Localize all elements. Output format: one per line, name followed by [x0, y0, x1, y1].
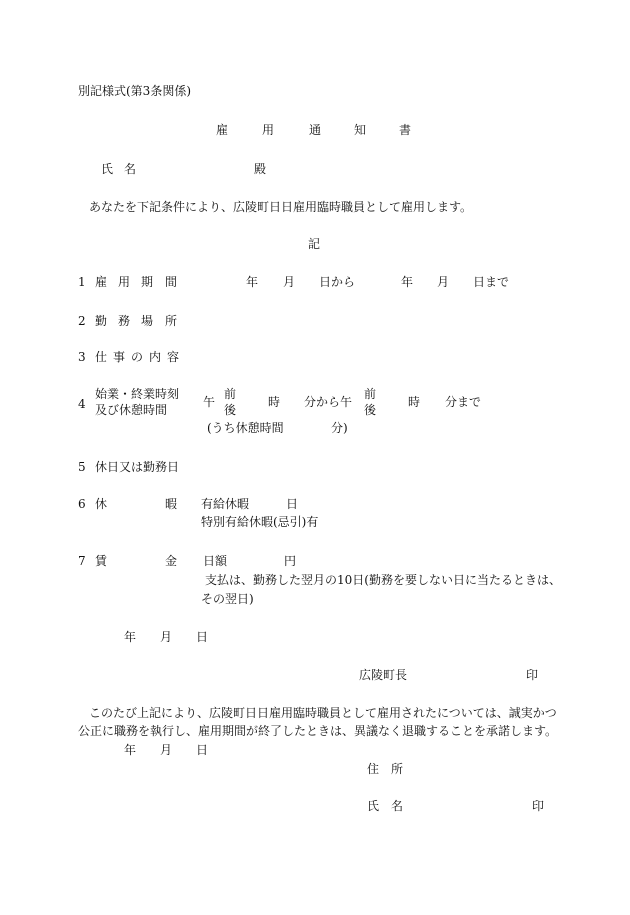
to-month: 月 [437, 275, 450, 289]
from-day: 日から [319, 275, 356, 289]
label-line1: 始業・終業時刻 [95, 387, 180, 401]
date-day: 日 [196, 743, 209, 757]
item-number: 7 [78, 554, 86, 568]
label-char: 休 [95, 497, 108, 511]
paid-leave: 有給休暇 [201, 497, 250, 511]
date-day: 日 [196, 630, 209, 644]
item-number: 4 [78, 397, 86, 411]
intro-text: あなたを下記条件により、広陵町日日雇用臨時職員として雇用します。 [89, 200, 473, 214]
item-label: 休日又は勤務日 [95, 460, 180, 474]
signer-name-label-2: 名 [391, 799, 404, 813]
name-label-1: 氏 [101, 162, 114, 176]
payment-line2: その翌日) [201, 592, 254, 606]
label-char: 勤 [95, 314, 108, 328]
to-day: 日まで [473, 275, 510, 289]
consent-line1: このたび上記により、広陵町日日雇用臨時職員として雇用されたについては、誠実かつ [89, 706, 557, 720]
hour-unit: 時 [408, 395, 421, 409]
label-char: 期 [141, 275, 154, 289]
issuer-title: 広陵町長 [359, 668, 408, 682]
item-number: 5 [78, 460, 86, 474]
to-suffix: 分まで [445, 395, 482, 409]
go-char: 午 [203, 395, 216, 409]
ato-char: 後 [364, 403, 377, 417]
label-char: 務 [118, 314, 131, 328]
signer-seal: 印 [532, 799, 545, 813]
from-month: 月 [283, 275, 296, 289]
consent-line2: 公正に職務を執行し、雇用期間が終了したときは、異議なく退職することを承諾します。 [78, 724, 558, 738]
from-year: 年 [246, 275, 259, 289]
item-number: 6 [78, 497, 86, 511]
honorific: 殿 [254, 162, 267, 176]
label-char: 用 [118, 275, 131, 289]
item-number: 3 [78, 350, 86, 364]
form-label: 別記様式(第3条関係) [78, 84, 191, 98]
label-char: 間 [165, 275, 178, 289]
hour-unit: 時 [268, 395, 281, 409]
label-char: 場 [141, 314, 154, 328]
label-char: 仕 [95, 350, 108, 364]
label-char: 内 [149, 350, 162, 364]
date-month: 月 [160, 743, 173, 757]
from-suffix: 分から午 [304, 395, 353, 409]
item-number: 2 [78, 314, 86, 328]
date-month: 月 [160, 630, 173, 644]
daily-rate-label: 日額 [203, 554, 228, 568]
break-open: (うち休憩時間 [207, 421, 284, 435]
date-year: 年 [124, 743, 137, 757]
title-char: 用 [262, 123, 275, 137]
item-number: 1 [78, 275, 86, 289]
label-char: の [131, 350, 144, 364]
break-close: 分) [331, 421, 348, 435]
label-char: 雇 [95, 275, 108, 289]
ki-heading: 記 [308, 237, 321, 251]
label-char: 賃 [95, 554, 108, 568]
label-char: 金 [165, 554, 178, 568]
ato-char: 後 [224, 403, 237, 417]
label-line2: 及び休憩時間 [95, 403, 168, 417]
zen-char: 前 [224, 387, 237, 401]
signer-name-label-1: 氏 [367, 799, 380, 813]
label-char: 容 [167, 350, 180, 364]
title-char: 知 [354, 123, 367, 137]
label-char: 所 [165, 314, 178, 328]
payment-line1: 支払は、勤務した翌月の10日(勤務を要しない日に当たるときは、 [205, 573, 561, 587]
date-year: 年 [124, 630, 137, 644]
to-year: 年 [401, 275, 414, 289]
title-char: 通 [309, 123, 322, 137]
label-char: 事 [113, 350, 126, 364]
address-label-2: 所 [391, 762, 404, 776]
paid-leave-unit: 日 [286, 497, 299, 511]
title-char: 雇 [216, 123, 229, 137]
special-leave: 特別有給休暇(忌引)有 [201, 515, 319, 529]
name-label-2: 名 [124, 162, 137, 176]
zen-char: 前 [364, 387, 377, 401]
issuer-seal: 印 [526, 668, 539, 682]
label-char: 暇 [165, 497, 178, 511]
address-label-1: 住 [367, 762, 380, 776]
title-char: 書 [399, 123, 412, 137]
yen-unit: 円 [284, 554, 297, 568]
